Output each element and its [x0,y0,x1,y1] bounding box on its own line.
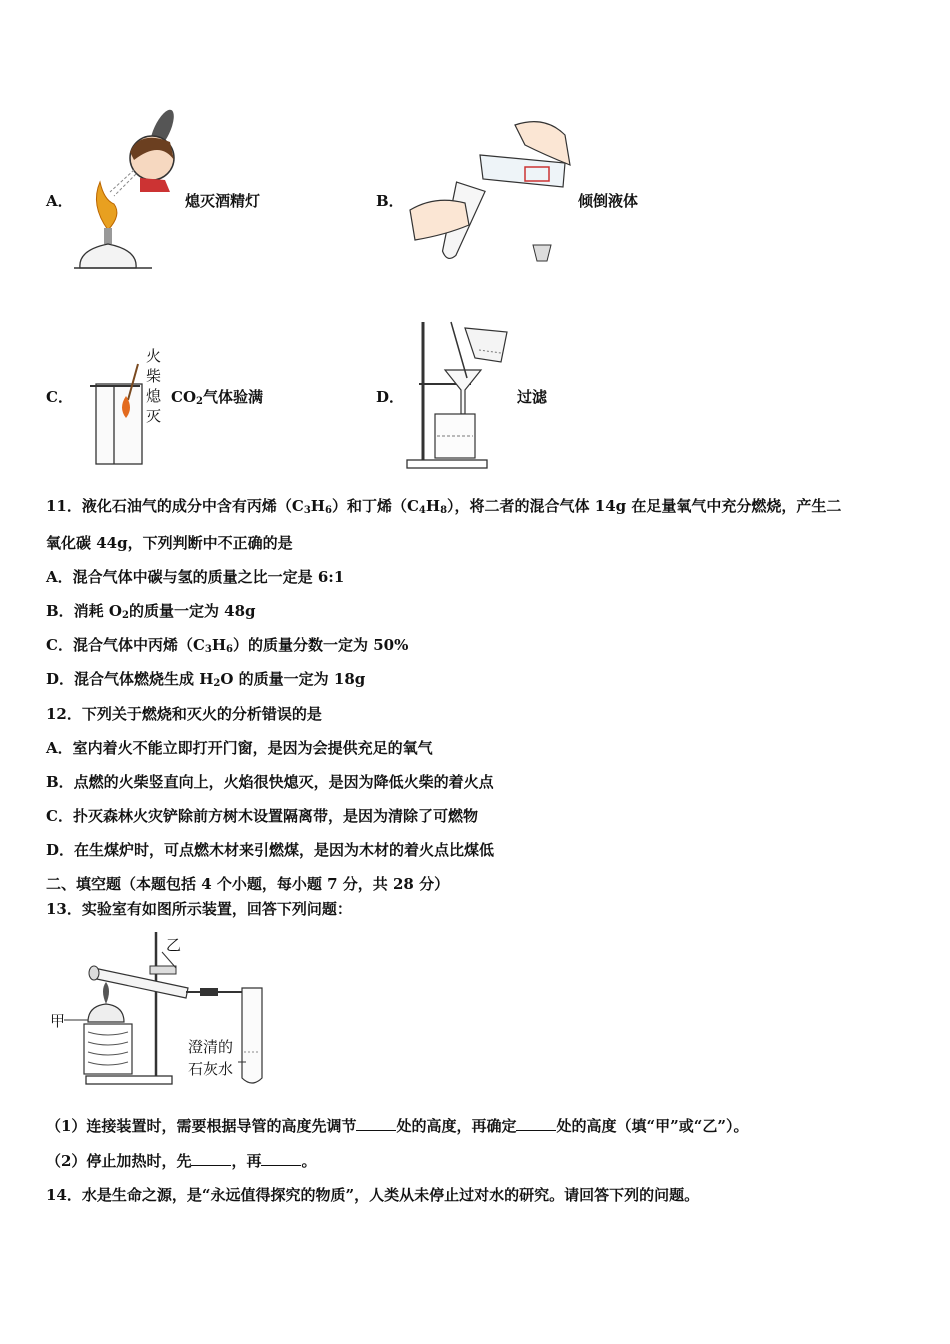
option-a-caption: 熄灭酒精灯 [185,192,261,210]
label-limewater-2: 石灰水 [188,1060,234,1078]
option-c-letter: C． [46,388,73,406]
match-label-4: 灭 [146,407,162,425]
q14-stem: 14．水是生命之源，是“永远值得探究的物质”，人类从未停止过对水的研究。请回答下列的问题。 [46,1186,700,1204]
option-d-caption: 过滤 [517,388,548,406]
blank-1[interactable] [356,1118,396,1131]
figure-filtration [405,318,517,470]
section-2-heading: 二、填空题（本题包括 4 个小题，每小题 7 分，共 28 分） [46,875,450,893]
label-limewater-1: 澄清的 [188,1038,234,1056]
figure-blow-lamp [70,100,190,270]
q11-option-c: C．混合气体中丙烯$(C_3H_6)$的质量分数一定为 50% [46,636,409,655]
match-label-2: 柴 [146,367,162,385]
q11-stem-line2: 氧化碳 44g，下列判断中不正确的是 [46,534,293,552]
q13-part1: （1）连接装置时，需要根据导管的高度先调节 处的高度，再确定 处的高度（填“甲”或“乙”）。 [46,1117,749,1135]
q13-stem: 13．实验室有如图所示装置，回答下列问题： [46,900,352,918]
label-jia: 甲 [50,1012,66,1030]
q11-option-b: B．消耗 $O_2$的质量一定为 48g [46,602,256,621]
q13-part2: （2）停止加热时，先 ，再 。 [46,1152,317,1170]
option-a-letter: A． [46,192,73,210]
q12-stem: 12．下列关于燃烧和灭火的分析错误的是 [46,705,322,723]
figure-heating-apparatus [50,928,280,1090]
option-d-letter: D． [376,388,405,406]
q11-option-a: A．混合气体中碳与氢的质量之比一定是 6:1 [46,568,345,586]
blank-4[interactable] [261,1153,301,1166]
option-b-caption: 倾倒液体 [578,192,639,210]
figure-gas-bottle [90,360,150,468]
q11-stem-line1: 11．液化石油气的成分中含有丙烯$(C_3H_6)$和丁烯$(C_4H_8)$，将二者的混合气体 14g 在足量氧气中充分燃烧，产生二 [46,497,842,516]
match-label-3: 熄 [146,387,162,405]
q12-option-b: B．点燃的火柴竖直向上，火焰很快熄灭，是因为降低火柴的着火点 [46,773,494,791]
q12-option-d: D．在生煤炉时，可点燃木材来引燃煤，是因为木材的着火点比煤低 [46,841,495,859]
blank-3[interactable] [191,1153,231,1166]
option-c-caption: $CO_2$气体验满 [171,388,263,407]
q11-option-d: D．混合气体燃烧生成 $H_2O$ 的质量一定为 18g [46,670,366,689]
figure-pour-liquid [405,115,575,270]
option-b-letter: B． [376,192,404,210]
label-yi: 乙 [166,936,182,954]
q12-option-a: A．室内着火不能立即打开门窗，是因为会提供充足的氧气 [46,739,433,757]
blank-2[interactable] [516,1118,556,1131]
match-label-1: 火 [146,347,162,365]
q12-option-c: C．扑灭森林火灾铲除前方树木设置隔离带，是因为清除了可燃物 [46,807,478,825]
